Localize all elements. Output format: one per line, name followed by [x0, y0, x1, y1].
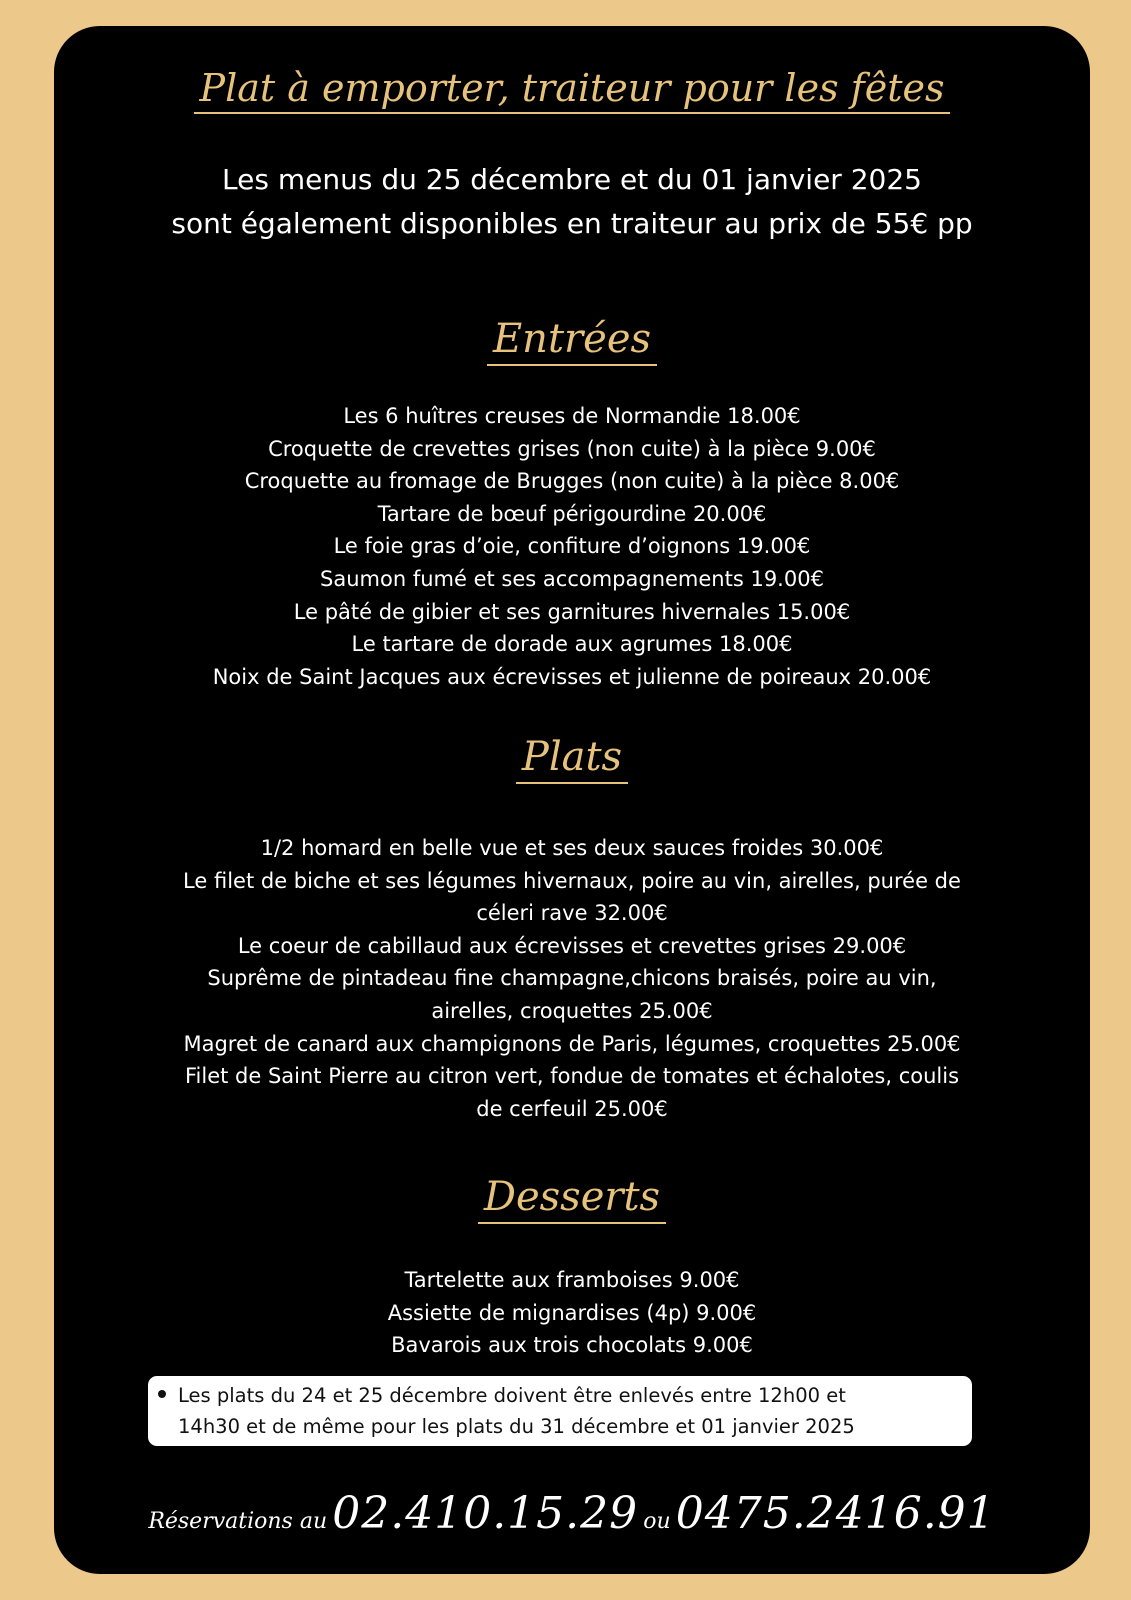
menu-item: de cerfeuil 25.00€ — [476, 1096, 668, 1121]
intro-text — [54, 158, 1090, 246]
menu-item: Croquette au fromage de Brugges (non cuite) à la pièce 8.00€ — [244, 469, 900, 494]
menu-item: Suprême de pintadeau fine champagne,chicons braisés, poire au vin, — [207, 966, 937, 991]
menu-item: Le filet de biche et ses légumes hivernaux, poire au vin, airelles, purée de — [183, 868, 961, 893]
phone-number[interactable]: 02.410.15.29 — [332, 1488, 639, 1539]
menu-card — [54, 26, 1090, 1574]
menu-item: Filet de Saint Pierre au citron vert, fondue de tomates et échalotes, coulis — [184, 1064, 960, 1089]
menu-item: Magret de canard aux champignons de Paris, légumes, croquettes 25.00€ — [183, 1031, 961, 1056]
plats-list — [94, 832, 1050, 1125]
pickup-notice — [148, 1376, 972, 1446]
menu-item: Tartelette aux framboises 9.00€ — [404, 1268, 740, 1292]
reservations-label: Réservations au — [148, 1509, 328, 1534]
menu-item: Le foie gras d’oie, confiture d’oignons 19.00€ — [333, 534, 811, 559]
reservations-line — [54, 1488, 1090, 1539]
menu-item: Le tartare de dorade aux agrumes 18.00€ — [351, 632, 793, 657]
menu-item: Bavarois aux trois chocolats 9.00€ — [391, 1333, 753, 1358]
entrees-list — [94, 400, 1050, 693]
bullet-icon — [158, 1390, 166, 1398]
menu-item: Les 6 huîtres creuses de Normandie 18.00€ — [343, 404, 801, 428]
phone-number[interactable]: 0475.2416.91 — [675, 1488, 996, 1539]
or-label: ou — [643, 1509, 671, 1534]
menu-item: céleri rave 32.00€ — [476, 901, 668, 926]
menu-item: Croquette de crevettes grises (non cuite) à la pièce 9.00€ — [268, 436, 876, 461]
menu-item: 1/2 homard en belle vue et ses deux sauces froides 30.00€ — [260, 836, 884, 860]
section-heading-desserts: Desserts — [54, 1174, 1090, 1220]
menu-item: airelles, croquettes 25.00€ — [431, 998, 713, 1023]
page-title: Plat à emporter, traiteur pour les fêtes — [54, 66, 1090, 110]
section-heading-plats: Plats — [54, 734, 1090, 780]
notice-line: Les plats du 24 et 25 décembre doivent être enlevés entre 12h00 et — [178, 1384, 846, 1407]
notice-line: 14h30 et de même pour les plats du 31 décembre et 01 janvier 2025 — [178, 1415, 855, 1438]
intro-line: sont également disponibles en traiteur au prix de 55€ pp — [171, 207, 973, 240]
intro-line: Les menus du 25 décembre et du 01 janvier 2025 — [222, 163, 922, 196]
menu-item: Saumon fumé et ses accompagnements 19.00€ — [320, 566, 824, 591]
desserts-list — [94, 1264, 1050, 1362]
menu-item: Le coeur de cabillaud aux écrevisses et crevettes grises 29.00€ — [237, 933, 907, 958]
menu-item: Assiette de mignardises (4p) 9.00€ — [387, 1300, 757, 1325]
menu-item: Noix de Saint Jacques aux écrevisses et julienne de poireaux 20.00€ — [212, 664, 932, 689]
menu-item: Le pâté de gibier et ses garnitures hivernales 15.00€ — [293, 599, 851, 624]
section-heading-entrees: Entrées — [54, 316, 1090, 362]
menu-item: Tartare de bœuf périgourdine 20.00€ — [377, 501, 767, 526]
